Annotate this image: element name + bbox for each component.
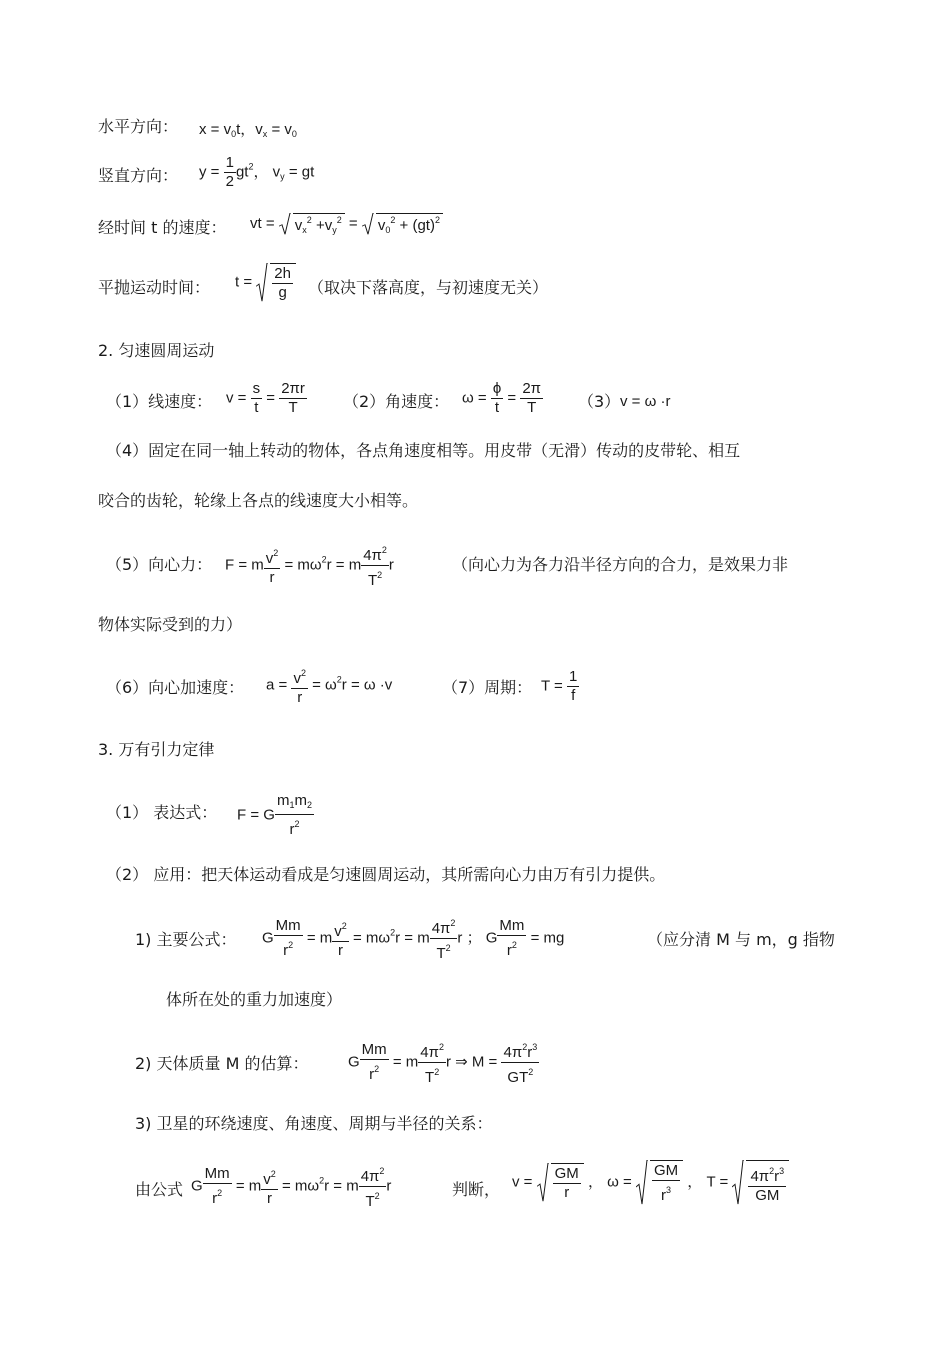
mass-estimate-formula: G $\frac{Mm}{r^2}$ = m $\frac{4\pi^2}{T^2}$ r ⇒ M = $\frac{4\pi^2r^3}{GT^2}$	[348, 1038, 539, 1087]
vertical-label: 竖直方向：	[98, 166, 179, 185]
gravitation-formula: F = G $\frac{m_1m_2}{r^2}$	[237, 792, 312, 838]
vertical-line	[98, 166, 178, 186]
time-note: （取决下落高度，与初速度无关）	[308, 278, 549, 297]
time-label: 平抛运动时间：	[98, 278, 211, 297]
angular-velocity-formula: ω = $\frac{\phi}{t}$ = $\frac{2\pi}{T}$	[462, 380, 542, 416]
s3-1-label: （1） 表达式：	[106, 803, 218, 822]
period-formula: T = $\frac{1}{f}$	[541, 668, 578, 704]
time-formula: t = $\frac{2h}{g}$	[235, 263, 296, 302]
v-omega-r-formula: v = ω ·r	[620, 393, 671, 410]
s2-5-note1: （向心力为各力沿半径方向的合力，是效果力非	[452, 555, 789, 574]
centripetal-acceleration-formula: a = $\frac{v^2}{r}$ = $\omega^2r = \omega \cdot v$	[266, 664, 392, 707]
s3-2-3-prefix: 由公式	[135, 1180, 184, 1199]
horizontal-formula: $x = v_0t$，$v_x = v_0$	[199, 121, 297, 139]
horizontal-label: 水平方向：	[98, 117, 179, 136]
s2-4-line2: 咬合的齿轮，轮缘上各点的线速度大小相等。	[98, 491, 419, 510]
s2-5-note2: 物体实际受到的力）	[98, 615, 243, 634]
horizontal-line	[98, 117, 178, 137]
s3-2-3-judge: 判断，	[452, 1180, 501, 1199]
section-3-title: 3. 万有引力定律	[98, 740, 215, 759]
s2-3-label: （3）	[578, 392, 621, 411]
section-2-title: 2. 匀速圆周运动	[98, 341, 215, 360]
s3-2-1-label: 1) 主要公式：	[135, 930, 237, 949]
s3-2-2-label: 2) 天体质量 M 的估算：	[135, 1054, 309, 1073]
time-line	[98, 278, 210, 298]
s3-2-text: （2） 应用：把天体运动看成是匀速圆周运动，其所需向心力由万有引力提供。	[106, 865, 666, 884]
s2-2-label: （2）角速度：	[343, 392, 450, 411]
main-formula: G $\frac{Mm}{r^2}$ = m $\frac{v^2}{r}$ = $m\omega^2r = m$ $\frac{4\pi^2}{T^2}$ r ； G $\frac{Mm}{r^2}$ = mg	[262, 914, 564, 963]
velocity-line	[98, 218, 226, 238]
vertical-formula: y = $\frac{1}{2}$ $gt^2$， $v_y$ = gt	[199, 154, 315, 190]
satellite-formula: G $\frac{Mm}{r^2}$ = m $\frac{v^2}{r}$ = $m\omega^2r = m$ $\frac{4\pi^2}{T^2}$ r	[191, 1162, 391, 1211]
velocity-label: 经时间 t 的速度：	[98, 218, 227, 237]
s2-7-label: （7）周期：	[442, 678, 533, 697]
s3-2-3-label: 3) 卫星的环绕速度、角速度、周期与半径的关系：	[135, 1114, 493, 1133]
velocity-formula: vt = $v_x^2 +v_y^2$ = $v_0^2 + (gt)^2$	[250, 213, 443, 235]
s3-2-1-note2: 体所在处的重力加速度）	[166, 990, 343, 1009]
centripetal-force-formula: F = m $\frac{v^2}{r}$ = $m\omega^2r = m$ $\frac{4\pi^2}{T^2}$ r	[225, 541, 394, 590]
s2-5-label: （5）向心力：	[106, 555, 213, 574]
s3-2-1-note1: （应分清 M 与 m，g 指物	[647, 930, 835, 949]
linear-velocity-formula: v = $\frac{s}{t}$ = $\frac{2\pi r}{T}$	[226, 380, 305, 416]
s2-6-label: （6）向心加速度：	[106, 678, 245, 697]
s2-1-label: （1）线速度：	[106, 392, 213, 411]
s2-4-line1: （4）固定在同一轴上转动的物体，各点角速度相等。用皮带（无滑）传动的皮带轮、相互	[106, 441, 741, 460]
satellite-results-formula: v = $\frac{GM}{r}$ ， ω = $\frac{GM}{r^3}$ ， T = $\frac{4\pi^2r^3}{GM}$	[512, 1160, 789, 1205]
